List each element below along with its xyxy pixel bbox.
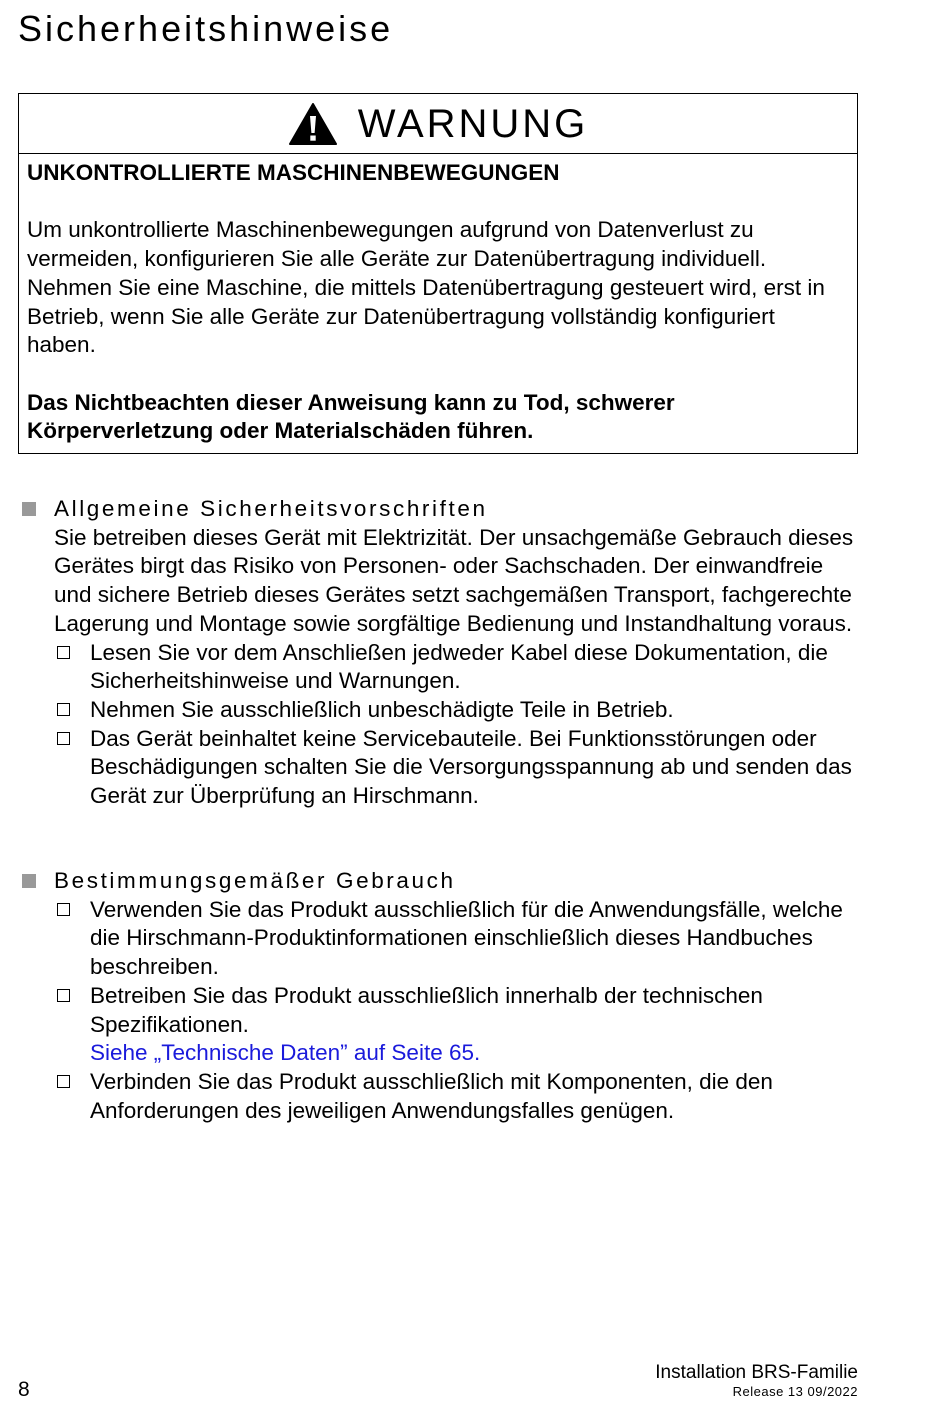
- list-item-text: Lesen Sie vor dem Anschließen jedweder Kabel diese Dokumentation, die Sicherheitshinweise und Warnungen.: [90, 639, 828, 694]
- square-bullet-icon: [22, 502, 36, 516]
- checkbox-bullet-icon: [57, 732, 70, 745]
- intended-use-list: [22, 896, 862, 1126]
- list-item: [54, 639, 862, 696]
- warning-title: WARNUNG: [357, 102, 589, 146]
- general-safety-list: [22, 639, 862, 811]
- warning-box: [18, 93, 858, 454]
- list-item: [54, 725, 862, 811]
- square-bullet-icon: [22, 874, 36, 888]
- intended-use-section: [22, 867, 862, 1125]
- page-title: Sicherheitshinweise: [18, 8, 394, 49]
- warning-body: [19, 154, 857, 446]
- section-heading: [22, 495, 862, 524]
- footer-release: Release 13 09/2022: [732, 1384, 858, 1399]
- footer-document-title: Installation BRS-Familie: [655, 1362, 858, 1383]
- warning-triangle-icon: [288, 102, 338, 146]
- section-heading: [22, 867, 862, 896]
- section-intro: Sie betreiben dieses Gerät mit Elektrizität. Der unsachgemäße Gebrauch dieses Gerätes birgt das Risiko von Personen- oder Sachschaden. Der einwandfreie und sichere Betrieb dieses Gerätes setzt sachgemäßen Transport, fachgerechte Lagerung und Montage sowie sorgfältige Bedienung und Instandhaltung voraus.: [54, 524, 854, 636]
- list-item-text: Nehmen Sie ausschließlich unbeschädigte Teile in Betrieb.: [90, 696, 674, 722]
- list-item: [54, 896, 862, 982]
- checkbox-bullet-icon: [57, 646, 70, 659]
- warning-header: [19, 94, 857, 154]
- warning-text: Um unkontrollierte Maschinenbewegungen aufgrund von Datenverlust zu vermeiden, konfigurieren Sie alle Geräte zur Datenübertragung individuell. Nehmen Sie eine Maschine, die mittels Datenübertragung gesteuert wird, erst in Betrieb, wenn Sie alle Geräte zur Datenübertragung vollständig konfiguriert haben.: [27, 217, 825, 358]
- list-item: [54, 696, 862, 725]
- checkbox-bullet-icon: [57, 989, 70, 1002]
- warning-consequence: Das Nichtbeachten dieser Anweisung kann zu Tod, schwerer Körperverletzung oder Materialschäden führen.: [27, 389, 675, 444]
- list-item-text: Das Gerät beinhaltet keine Servicebauteile. Bei Funktionsstörungen oder Beschädigungen schalten Sie die Versorgungsspannung ab und senden das Gerät zur Überprüfung an Hirschmann.: [90, 725, 852, 809]
- list-item: [54, 1068, 862, 1125]
- list-item-text: Verwenden Sie das Produkt ausschließlich für die Anwendungsfälle, welche die Hirschmann-Produktinformationen einschließlich dieses Handbuches beschreiben.: [90, 896, 843, 980]
- section-title: Bestimmungsgemäßer Gebrauch: [54, 868, 456, 893]
- checkbox-bullet-icon: [57, 1075, 70, 1088]
- list-item-text: Verbinden Sie das Produkt ausschließlich mit Komponenten, die den Anforderungen des jeweiligen Anwendungsfalles genügen.: [90, 1068, 773, 1123]
- checkbox-bullet-icon: [57, 703, 70, 716]
- checkbox-bullet-icon: [57, 903, 70, 916]
- technical-data-link[interactable]: Siehe „Technische Daten” auf Seite 65.: [90, 1040, 481, 1066]
- general-safety-section: [22, 495, 862, 811]
- page-number: 8: [18, 1378, 30, 1401]
- section-title: Allgemeine Sicherheitsvorschriften: [54, 496, 488, 521]
- list-item: [54, 982, 862, 1068]
- list-item-text: Betreiben Sie das Produkt ausschließlich innerhalb der technischen Spezifikationen.: [90, 982, 763, 1037]
- warning-subtitle: UNKONTROLLIERTE MASCHINENBEWEGUNGEN: [27, 160, 560, 185]
